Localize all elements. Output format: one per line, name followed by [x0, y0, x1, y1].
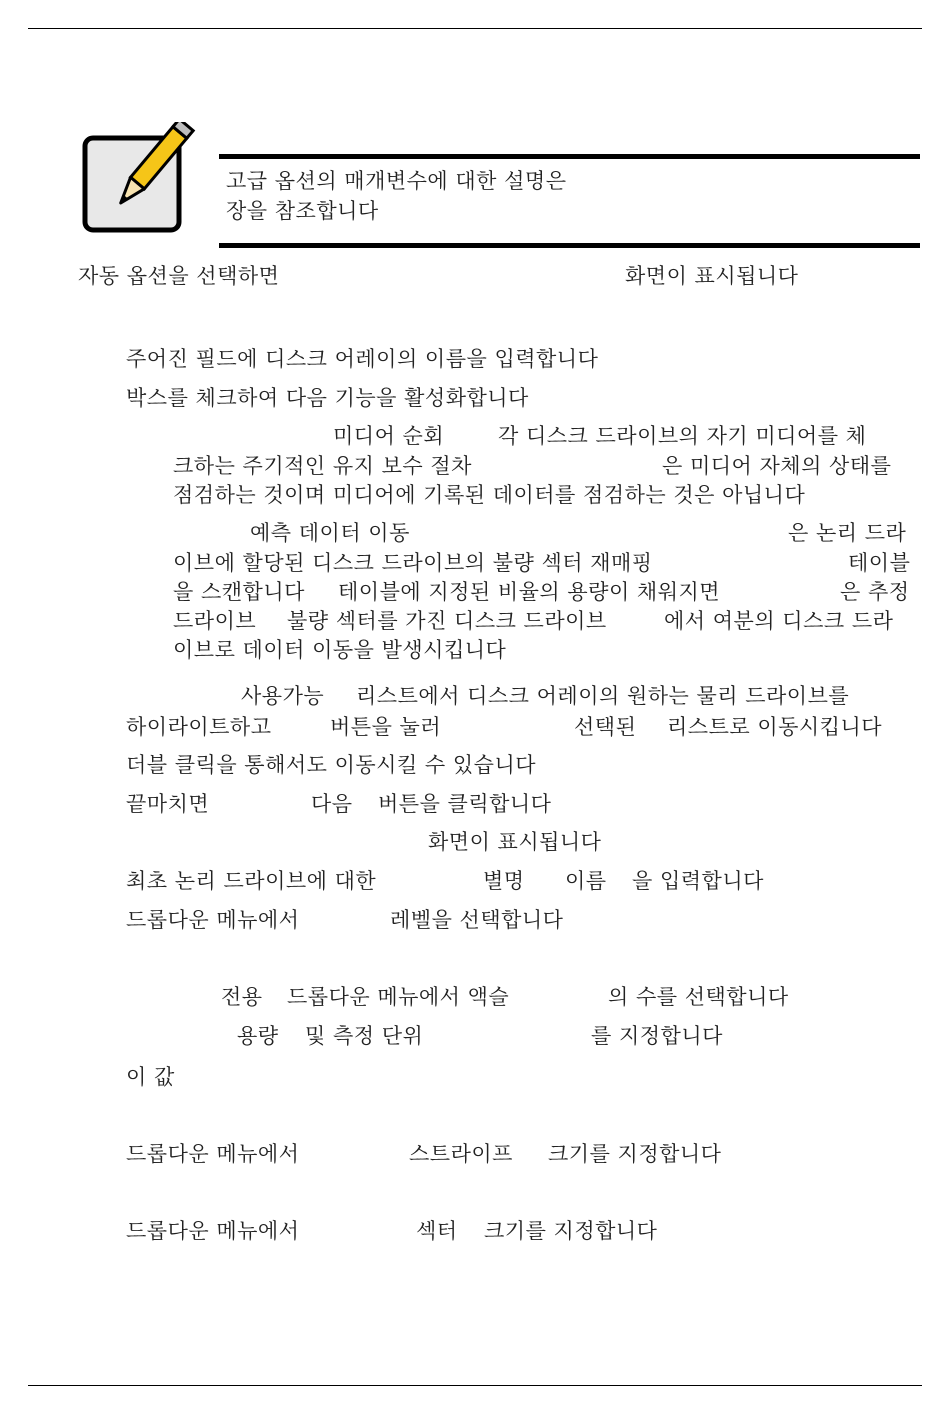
- capacity-label: 용량: [237, 1024, 279, 1048]
- alias-label: 별명: [483, 869, 525, 893]
- axle-label: 전용: [221, 985, 263, 1009]
- sector-text: 드롭다운 메뉴에서: [126, 1219, 300, 1243]
- name-label: 이름: [565, 869, 607, 893]
- media-patrol-text: 점검하는 것이며 미디어에 기록된 데이터를 점검하는 것은 아닙니다: [173, 483, 806, 507]
- pdm-text: 에서 여분의 디스크 드라: [664, 609, 894, 633]
- pdm-text: 이브로 데이터 이동을 발생시킵니다: [173, 638, 507, 662]
- pdm-text: 은 추정: [840, 580, 910, 604]
- available-list-label: 사용가능: [241, 684, 325, 708]
- stripe-label: 스트라이프: [409, 1142, 513, 1166]
- pdm-text: 을 스캔합니다: [173, 580, 305, 604]
- step-array-name: 주어진 필드에 디스크 어레이의 이름을 입력합니다: [126, 347, 599, 371]
- screen-shown-text: 화면이 표시됩니다: [428, 830, 602, 854]
- pdm-title: 예측 데이터 이동: [250, 521, 410, 545]
- available-list-text: 하이라이트하고: [126, 715, 272, 739]
- media-patrol-text: 각 디스크 드라이브의 자기 미디어를 체: [498, 424, 867, 448]
- note-text-line1: 고급 옵션의 매개변수에 대한 설명은: [226, 169, 567, 193]
- raid-text: 드롭다운 메뉴에서: [126, 908, 300, 932]
- step-checkbox: 박스를 체크하여 다음 기능을 활성화합니다: [126, 386, 529, 410]
- media-patrol-text: 은 미디어 자체의 상태를: [662, 454, 892, 478]
- pdm-text: 드라이브: [173, 609, 257, 633]
- pdm-text: 불량 섹터를 가진 디스크 드라이브: [287, 609, 607, 633]
- raid-text: 레벨을 선택합니다: [390, 908, 564, 932]
- pdm-text: 테이블에 지정된 비율의 용량이 채워지면: [338, 580, 721, 604]
- available-list-text: 리스트로 이동시킵니다: [667, 715, 883, 739]
- available-list-text: 버튼을 눌러: [330, 715, 442, 739]
- unit-label: 및 측정 단위: [305, 1024, 424, 1048]
- double-click-note: 더블 클릭을 통해서도 이동시킬 수 있습니다: [126, 753, 537, 777]
- note-text-line2: 장을 참조합니다: [226, 199, 379, 223]
- next-button-label: 다음: [311, 792, 353, 816]
- media-patrol-title: 미디어 순회: [333, 424, 445, 448]
- header-rule: [28, 28, 922, 29]
- media-patrol-text: 크하는 주기적인 유지 보수 절차: [173, 454, 472, 478]
- stripe-text: 드롭다운 메뉴에서: [126, 1142, 300, 1166]
- axle-text: 드롭다운 메뉴에서 액슬: [287, 985, 510, 1009]
- intro-left: 자동 옵션을 선택하면: [78, 264, 280, 288]
- note-bottom-rule: [219, 243, 920, 248]
- done-text: 끝마치면: [126, 792, 210, 816]
- footer-rule: [28, 1385, 922, 1386]
- pencil-note-icon: [80, 122, 198, 236]
- sector-text: 크기를 지정합니다: [484, 1219, 658, 1243]
- sector-label: 섹터: [416, 1219, 458, 1243]
- done-text: 버튼을 클릭합니다: [378, 792, 552, 816]
- pdm-text: 은 논리 드라: [788, 521, 907, 545]
- stripe-text: 크기를 지정합니다: [548, 1142, 722, 1166]
- note-top-rule: [219, 154, 920, 159]
- capacity-text: 를 지정합니다: [591, 1024, 723, 1048]
- selected-list-label: 선택된: [574, 715, 637, 739]
- value-text: 이 값: [126, 1065, 175, 1089]
- intro-right: 화면이 표시됩니다: [625, 264, 799, 288]
- axle-text: 의 수를 선택합니다: [608, 985, 789, 1009]
- logical-drive-text: 최초 논리 드라이브에 대한: [126, 869, 377, 893]
- pdm-text: 테이블: [848, 551, 911, 575]
- available-list-text: 리스트에서 디스크 어레이의 원하는 물리 드라이브를: [356, 684, 850, 708]
- logical-drive-text: 을 입력합니다: [632, 869, 764, 893]
- pdm-text: 이브에 할당된 디스크 드라이브의 불량 섹터 재매핑: [173, 551, 653, 575]
